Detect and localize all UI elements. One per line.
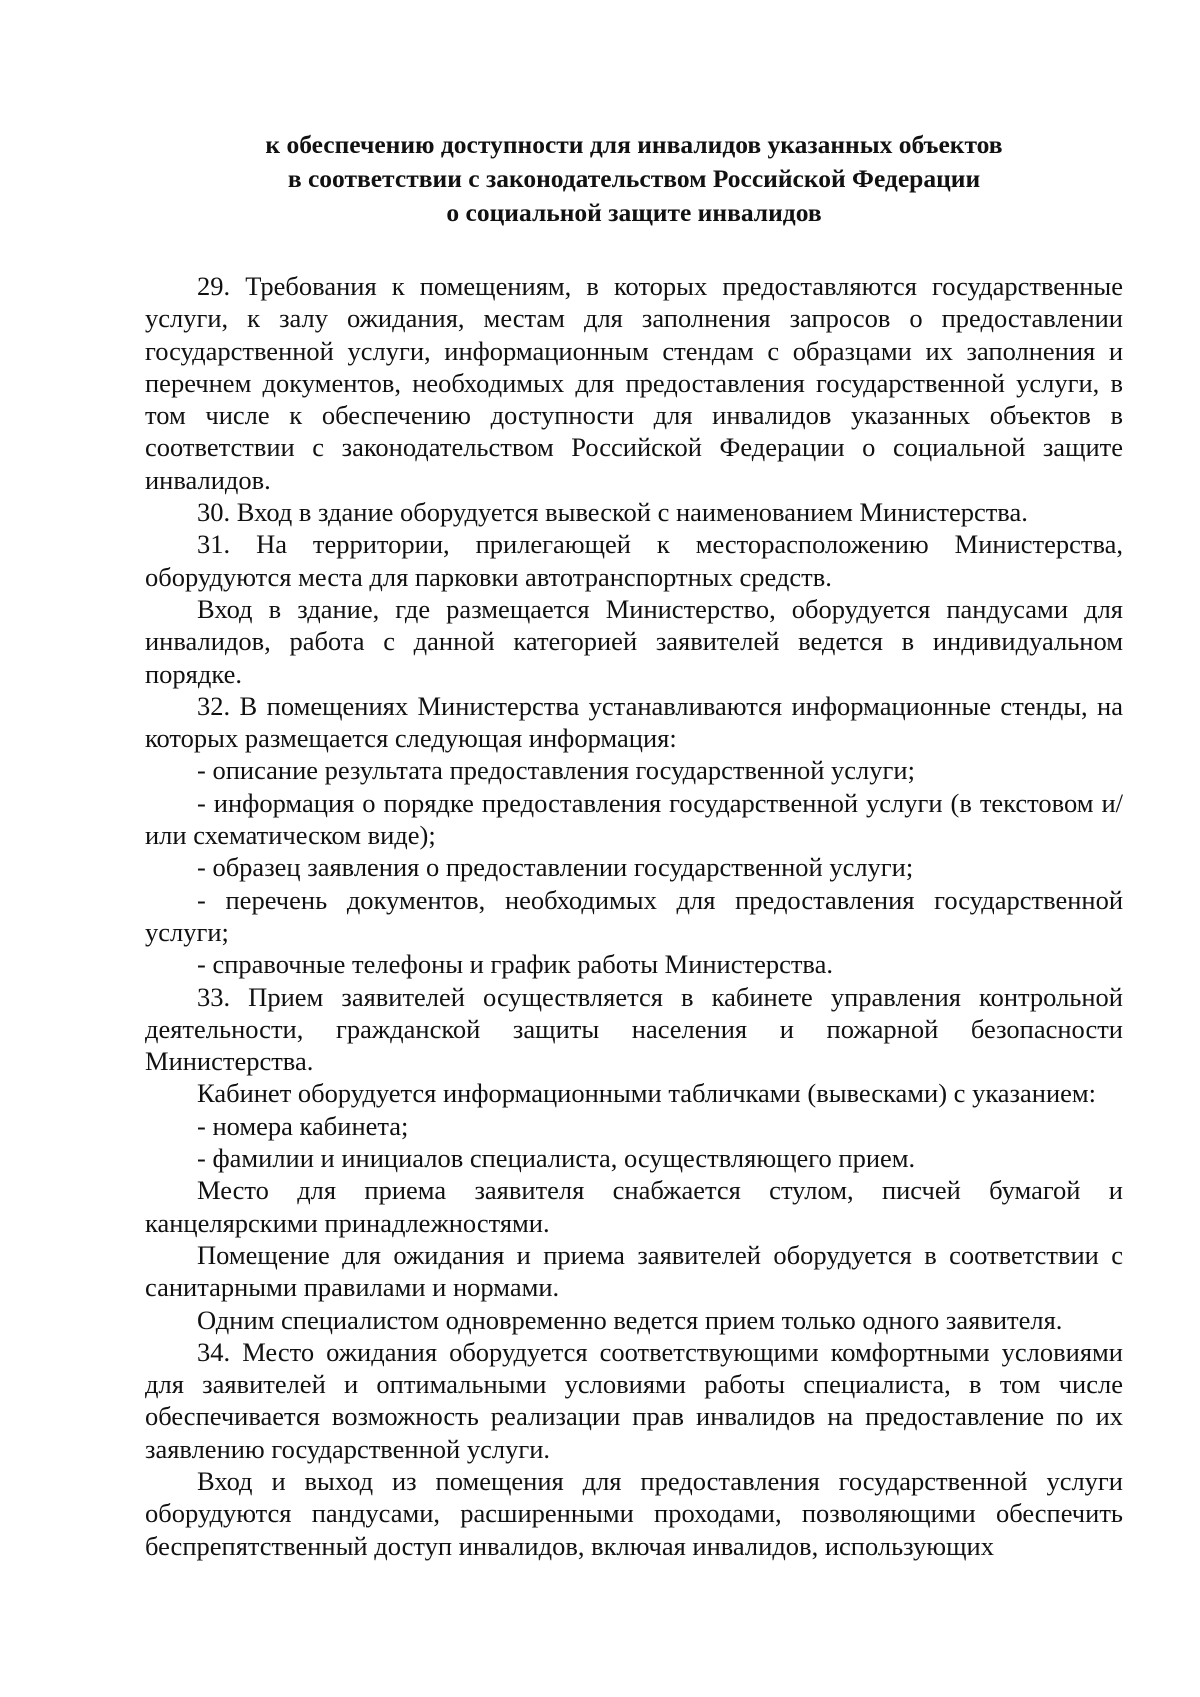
paragraph-33: 33. Прием заявителей осуществляется в кабинете управления контрольной деятельности, гражданской защиты населения и пожарной безопасности Министерства. bbox=[145, 981, 1123, 1077]
list-item: - справочные телефоны и график работы Министерства. bbox=[197, 949, 833, 980]
paragraph-32: 32. В помещениях Министерства устанавливаются информационные стенды, на которых размещается следующая информация: bbox=[145, 690, 1123, 754]
document-page bbox=[145, 128, 1123, 1562]
paragraph-30: 30. Вход в здание оборудуется вывеской с наименованием Министерства. bbox=[197, 497, 1028, 528]
paragraph-29: 29. Требования к помещениям, в которых предоставляются государственные услуги, к залу ожидания, местам для заполнения запросов о предоставлении государственной услуги, информационным стендам с образцами их заполнения и перечнем документов, необходимых для предоставления государственной услуги, в том числе к обеспечению доступности для инвалидов указанных объектов в соответствии с законодательством Российской Федерации о социальной защите инвалидов. bbox=[145, 271, 1123, 495]
heading-line-2: в соответствии с законодательством Российской Федерации bbox=[287, 164, 981, 193]
list-item: - перечень документов, необходимых для предоставления государственной услуги; bbox=[145, 884, 1123, 947]
paragraph-33-one-applicant: Одним специалистом одновременно ведется прием только одного заявителя. bbox=[197, 1304, 1063, 1335]
list-item: - фамилии и инициалов специалиста, осуществляющего прием. bbox=[197, 1143, 916, 1174]
paragraph-33-waiting-room: Помещение для ожидания и приема заявителей оборудуется в соответствии с санитарными правилами и нормами. bbox=[145, 1239, 1123, 1303]
heading-line-3: о социальной защите инвалидов bbox=[446, 198, 822, 227]
paragraph-33-cabinet: Кабинет оборудуется информационными табличками (вывесками) с указанием: bbox=[197, 1078, 1097, 1109]
document-body bbox=[145, 270, 1123, 1562]
paragraph-31: 31. На территории, прилегающей к месторасположению Министерства, оборудуются места для парковки автотранспортных средств. bbox=[145, 529, 1123, 592]
list-item: - информация о порядке предоставления государственной услуги (в текстовом и/или схематическом виде); bbox=[145, 787, 1123, 851]
section-heading bbox=[145, 128, 1123, 230]
heading-line-1: к обеспечению доступности для инвалидов указанных объектов bbox=[265, 130, 1003, 159]
paragraph-34: 34. Место ожидания оборудуется соответствующими комфортными условиями для заявителей и оптимальными условиями работы специалиста, в том числе обеспечивается возможность реализации прав инвалидов на предоставление по их заявлению государственной услуги. bbox=[145, 1336, 1123, 1464]
paragraph-31-entrance: Вход в здание, где размещается Министерство, оборудуется пандусами для инвалидов, работа с данной категорией заявителей ведется в индивидуальном порядке. bbox=[145, 593, 1123, 689]
list-item: - номера кабинета; bbox=[197, 1110, 409, 1141]
list-item: - образец заявления о предоставлении государственной услуги; bbox=[197, 852, 914, 883]
paragraph-34-entrance-exit: Вход и выход из помещения для предоставления государственной услуги оборудуются пандусами, расширенными проходами, позволяющими обеспечить беспрепятственный доступ инвалидов, включая инвалидов, использующих bbox=[145, 1465, 1123, 1561]
list-item: - описание результата предоставления государственной услуги; bbox=[197, 755, 915, 786]
paragraph-33-workplace: Место для приема заявителя снабжается стулом, писчей бумагой и канцелярскими принадлежностями. bbox=[145, 1175, 1123, 1238]
